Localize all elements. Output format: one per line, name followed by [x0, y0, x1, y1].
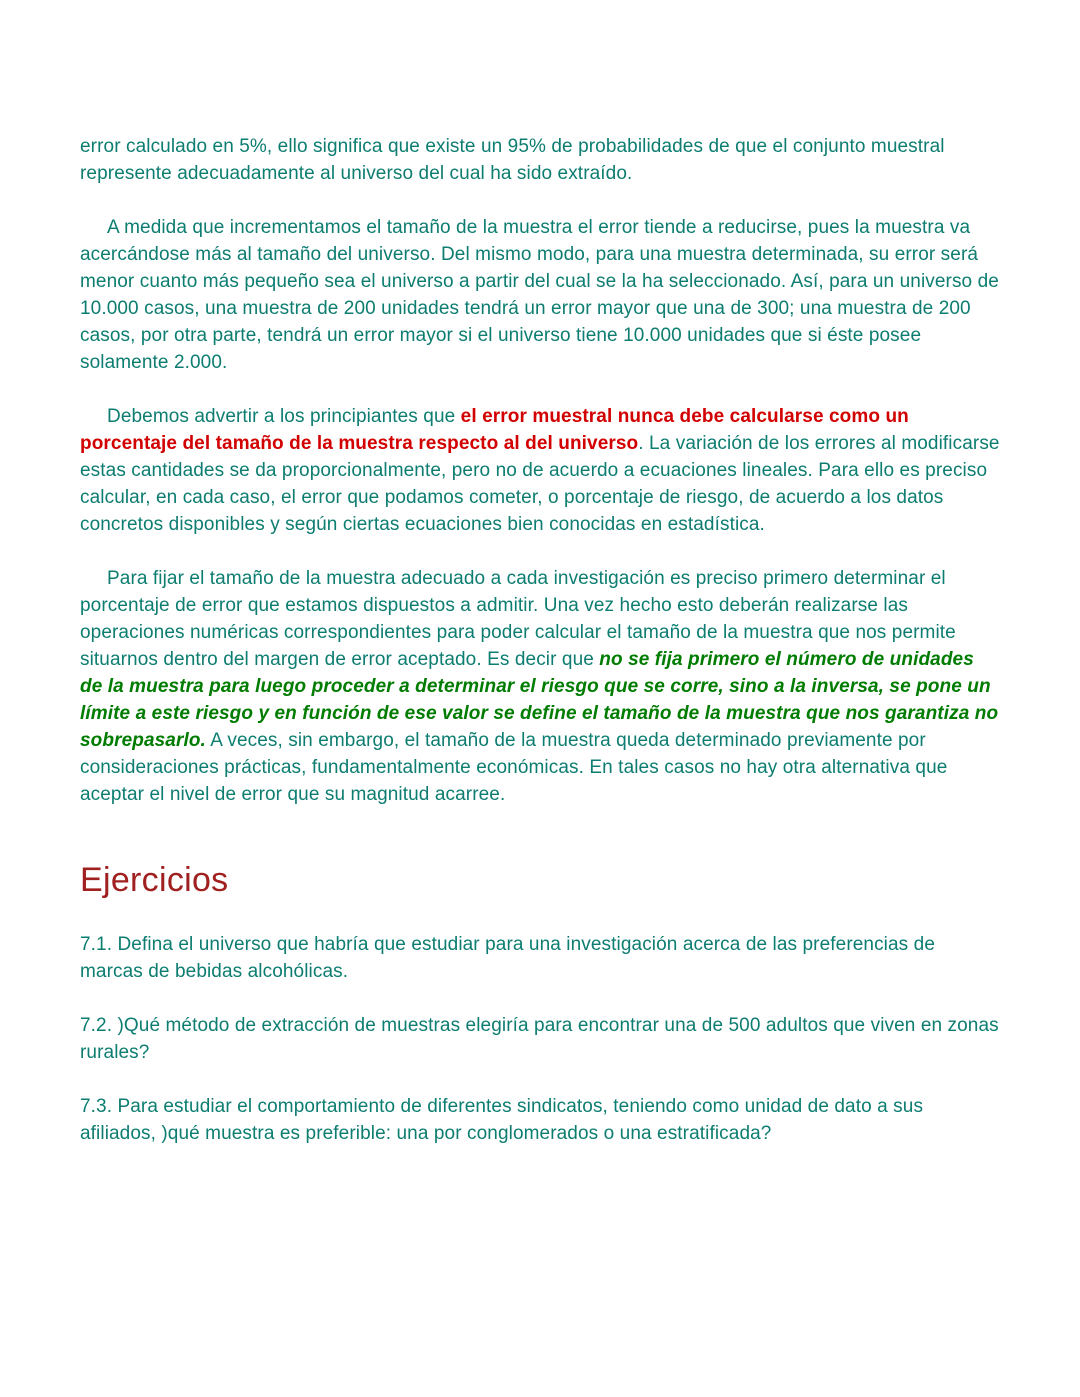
exercise-7-3 — [80, 1093, 1000, 1147]
document-body — [80, 133, 1000, 1147]
text-run: A medida que incrementamos el tamaño de la muestra el error tiende a reducirse, pues la muestra va acercándose más al tamaño del universo. Del mismo modo, para una muestra determinada, su error será menor cuanto más pequeño sea el universo a partir del cual se la ha seleccionado. Así, para un universo de 10.000 casos, una muestra de 200 unidades tendrá un error mayor que una de 300; una muestra de 200 casos, por otra parte, tendrá un error mayor si el universo tiene 10.000 unidades que si éste posee solamente 2.000. — [80, 217, 999, 373]
text-run: . La variación de los errores al modificarse estas cantidades se da proporcionalmente, pero no de acuerdo a ecuaciones lineales. Para ello es preciso calcular, en cada caso, el error que podamos cometer, o porcentaje de riesgo, de acuerdo a los datos concretos disponibles y según ciertas ecuaciones bien conocidas en estadística. — [80, 433, 1000, 535]
text-run: error calculado en 5%, ello significa que existe un 95% de probabilidades de que el conjunto muestral represente adecuadamente al universo del cual ha sido extraído. — [80, 136, 945, 184]
text-run: 7.3. Para estudiar el comportamiento de diferentes sindicatos, teniendo como unidad de dato a sus afiliados, )qué muestra es preferible: una por conglomerados o una estratificada? — [80, 1095, 924, 1144]
exercise-7-1 — [80, 931, 1000, 985]
text-run: A veces, sin embargo, el tamaño de la muestra queda determinado previamente por consideraciones prácticas, fundamentalmente económicas. En tales casos no hay otra alternativa que aceptar el nivel de error que su magnitud acarree. — [80, 730, 948, 805]
text-run-bold-italic-green: no se fija primero el número de unidades de la muestra para luego proceder a determinar el riesgo que se corre, sino a la inversa, se pone un límite a este riesgo y en función de ese valor se define el tamaño de la muestra que nos garantiza no sobrepasarlo. — [80, 649, 999, 751]
exercise-7-2 — [80, 1012, 1000, 1066]
section-heading: Ejercicios — [80, 861, 229, 899]
text-run-bold-red: el error muestral nunca debe calcularse como un porcentaje del tamaño de la muestra respecto al del universo — [80, 406, 909, 454]
text-run: Debemos advertir a los principiantes que — [107, 406, 461, 427]
text-run: Para fijar el tamaño de la muestra adecuado a cada investigación es preciso primero determinar el porcentaje de error que estamos dispuestos a admitir. Una vez hecho esto deberán realizarse las operaciones numéricas correspondientes para poder calcular el tamaño de la muestra que nos permite situarnos dentro del margen de error aceptado. Es decir que — [80, 568, 956, 670]
text-run: 7.2. )Qué método de extracción de muestras elegiría para encontrar una de 500 adultos que viven en zonas rurales? — [80, 1014, 999, 1063]
exercises-list — [80, 931, 1000, 1147]
paragraph-1 — [80, 133, 1000, 187]
paragraph-2 — [80, 214, 1000, 376]
paragraph-3 — [80, 403, 1000, 538]
text-run: 7.1. Defina el universo que habría que estudiar para una investigación acerca de las preferencias de marcas de bebidas alcohólicas. — [80, 933, 935, 982]
paragraph-4 — [80, 565, 1000, 808]
